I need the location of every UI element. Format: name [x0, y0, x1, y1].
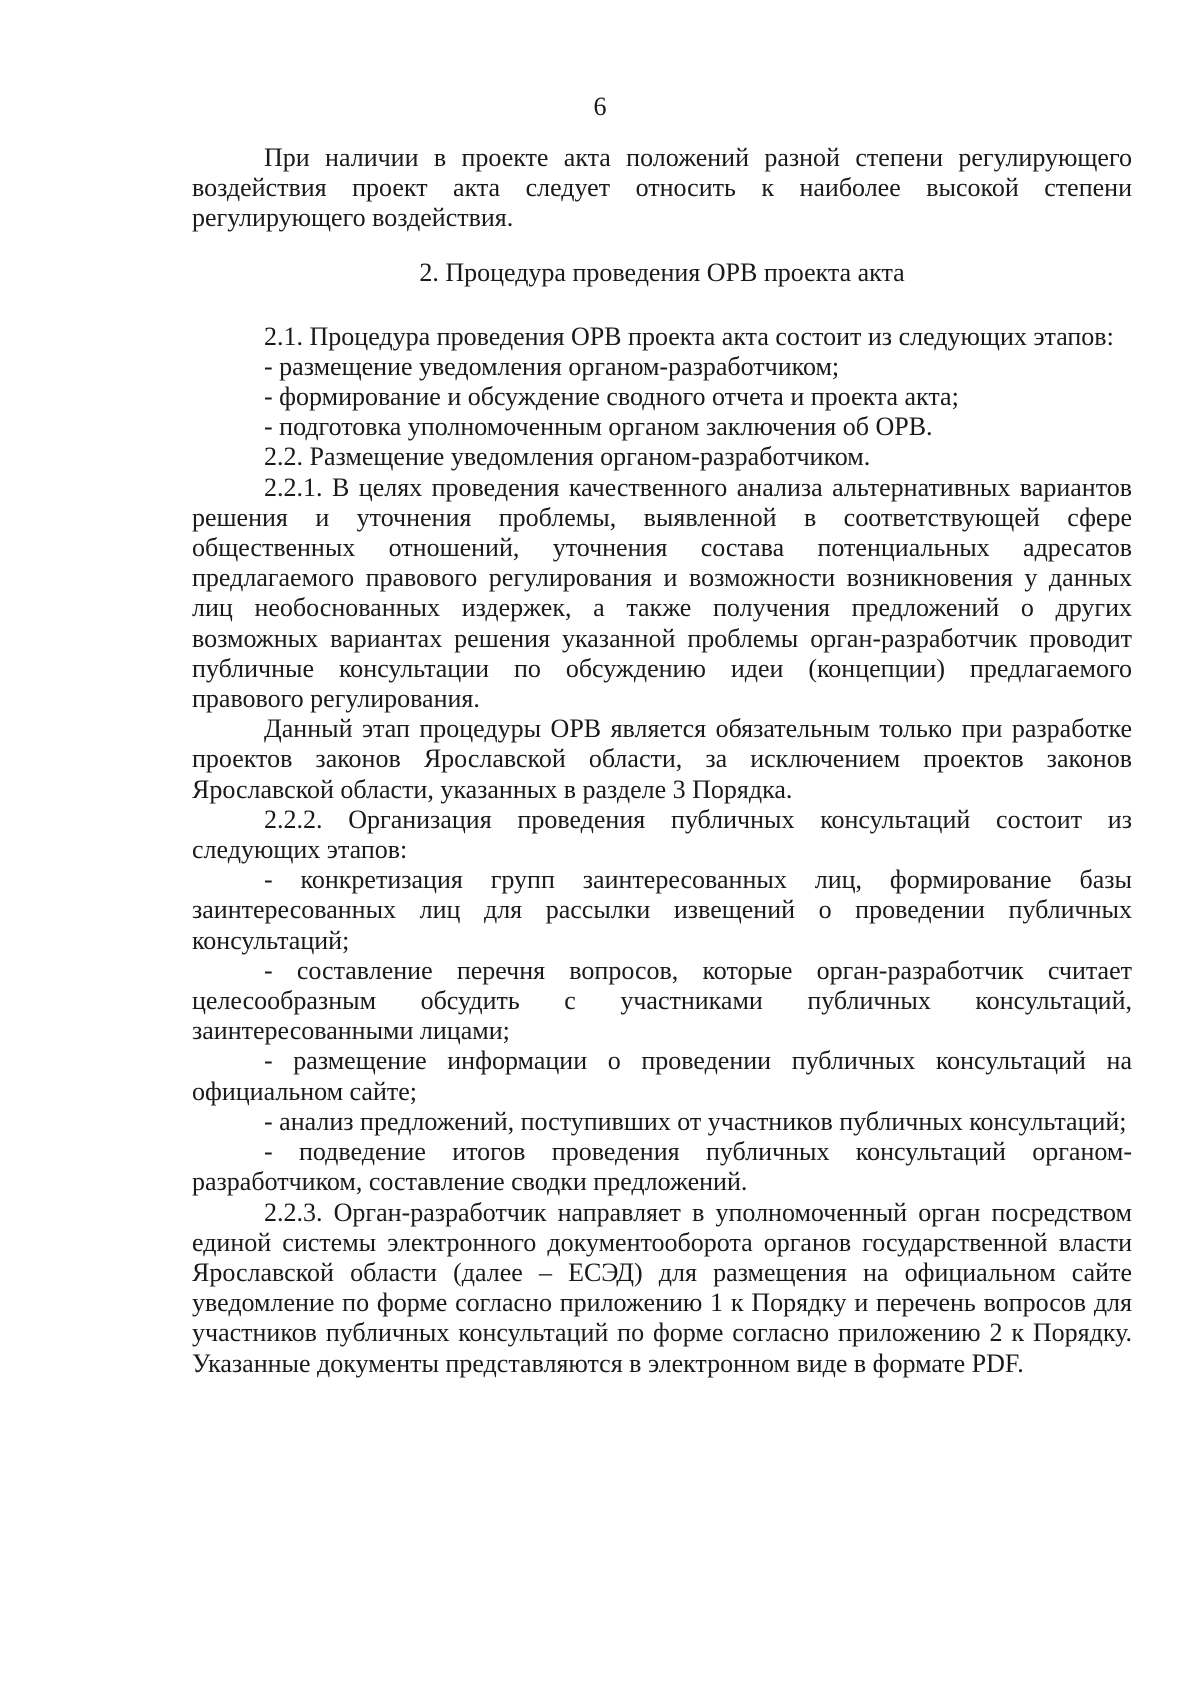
list-item: - анализ предложений, поступивших от участников публичных консультаций;	[264, 1106, 1127, 1136]
list-item: - размещение уведомления органом-разработчиком;	[264, 351, 840, 381]
list-item: - подготовка уполномоченным органом заключения об ОРВ.	[264, 412, 933, 442]
paragraph-2-2-2: 2.2.2. Организация проведения публичных консультаций состоит из следующих этапов:	[192, 804, 1132, 865]
list-item: - формирование и обсуждение сводного отчета и проекта акта;	[264, 382, 959, 412]
section-heading: 2. Процедура проведения ОРВ проекта акта	[419, 257, 905, 287]
document-body	[192, 143, 1132, 1379]
list-item: - подведение итогов проведения публичных консультаций органом-разработчиком, составление сводки предложений.	[192, 1137, 1132, 1197]
paragraph-2-2-3: 2.2.3. Орган-разработчик направляет в уполномоченный орган посредством единой системы электронного документооборота органов государственной власти Ярославской области (далее – ЕСЭД) для размещения на официальном сайте уведомление по форме согласно приложению 1 к Порядку и перечень вопросов для участников публичных консультаций по форме согласно приложению 2 к Порядку. Указанные документы представляются в электронном виде в формате PDF.	[192, 1197, 1132, 1378]
intro-paragraph: При наличии в проекте акта положений разной степени регулирующего воздействия проект акта следует относить к наиболее высокой степени регулирующего воздействия.	[192, 143, 1132, 233]
list-item: - составление перечня вопросов, которые орган-разработчик считает целесообразным обсудить с участниками публичных консультаций, заинтересованными лицами;	[192, 955, 1132, 1046]
paragraph-2-2: 2.2. Размещение уведомления органом-разработчиком.	[264, 442, 871, 472]
paragraph-stage-note: Данный этап процедуры ОРВ является обязательным только при разработке проектов законов Ярославской области, за исключением проектов законов Ярославской области, указанных в разделе 3 Порядка.	[192, 714, 1132, 804]
paragraph-2-1: 2.1. Процедура проведения ОРВ проекта акта состоит из следующих этапов:	[264, 321, 1114, 351]
list-item: - размещение информации о проведении публичных консультаций на официальном сайте;	[192, 1046, 1132, 1106]
paragraph-2-2-1: 2.2.1. В целях проведения качественного анализа альтернативных вариантов решения и уточнения проблемы, выявленной в соответствующей сфере общественных отношений, уточнения состава потенциальных адресатов предлагаемого правового регулирования и возможности возникновения у данных лиц необоснованных издержек, а также получения предложений о других возможных вариантах решения указанной проблемы орган-разработчик проводит публичные консультации по обсуждению идеи (концепции) предлагаемого правового регулирования.	[192, 472, 1132, 714]
page-number: 6	[593, 92, 607, 121]
list-item: - конкретизация групп заинтересованных лиц, формирование базы заинтересованных лиц для рассылки извещений о проведении публичных консультаций;	[192, 865, 1132, 955]
